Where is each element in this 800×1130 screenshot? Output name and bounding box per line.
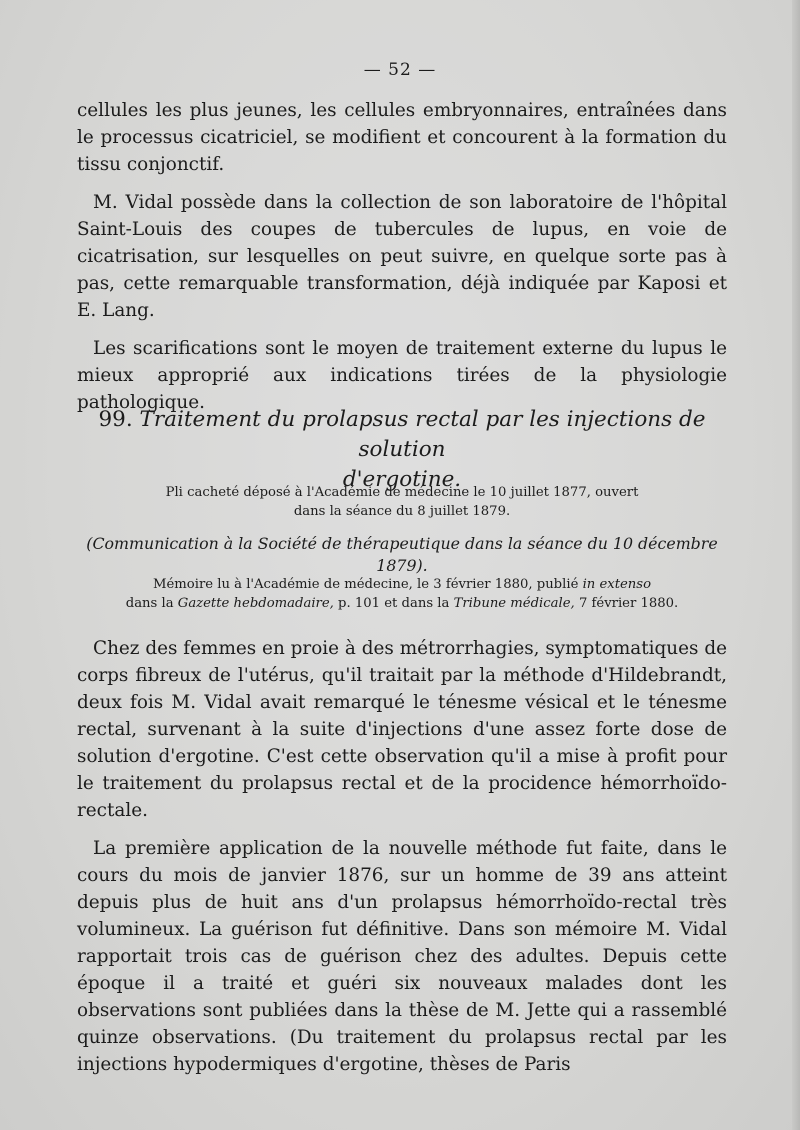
section-title-line-1	[77, 405, 727, 465]
memoire-line1-italic: in extenso	[582, 577, 652, 592]
vidal-paragraph: M. Vidal possède dans la collection de son laboratoire de l'hôpital Saint-Louis des coupes de tubercules de lupus, en voie de cicatrisation, sur lesquelles on peut suivre, en quelque sorte pas à pas, cette remarquable transformation, déjà indiquée par Kaposi et E. Lang.	[77, 192, 727, 321]
application-paragraph: La première application de la nouvelle méthode fut faite, dans le cours du mois de janvier 1876, sur un homme de 39 ans atteint depuis plus de huit ans d'un prolapsus hémorrhoïdo-rectal très volumineux. La guérison fut définitive. Dans son mémoire M. Vidal rapportait trois cas de guérison chez des adultes. Depuis cette époque il a traité et guéri six nouveaux malades dont les observations sont publiées dans la thèse de M. Jette qui a rassemblé quinze observations. (Du traitement du prolapsus rectal par les injections hypodermiques d'ergotine, thèses de Paris	[77, 838, 727, 1075]
section-title-main: Traitement du prolapsus rectal par les injections de solution	[139, 407, 706, 462]
memoire-line2-a: dans la	[125, 596, 178, 611]
communication-line: (Communication à la Société de thérapeutique dans la séance du 10 décembre 1879).	[86, 534, 718, 575]
memoire-line2-c: 7 février 1880.	[574, 596, 679, 611]
memoire-line1-prefix: Mémoire lu à l'Académie de médecine, le 3 février 1880, publié	[152, 577, 583, 592]
pli-note-line-1: Pli cacheté déposé à l'Académie de médecine le 10 juillet 1877, ouvert	[165, 485, 639, 500]
memoire-note	[77, 575, 727, 613]
memoire-note-line-1	[77, 575, 727, 594]
memoire-line2-b: p. 101 et dans la	[333, 596, 454, 611]
section-title-line-2: d'ergotine.	[342, 467, 462, 492]
intro-paragraph: cellules les plus jeunes, les cellules embryonnaires, entraînées dans le processus cicatriciel, se modifient et concourent à la formation du tissu conjonctif.	[77, 100, 727, 175]
top-text-block	[77, 97, 727, 416]
pli-cachete-note	[77, 483, 727, 521]
section-number: 99.	[98, 407, 133, 432]
page-spine-shadow	[792, 0, 800, 1130]
pli-note-line-2: dans la séance du 8 juillet 1879.	[293, 504, 511, 519]
femmes-paragraph: Chez des femmes en proie à des métrorrhagies, symptomatiques de corps fibreux de l'utérus, qu'il traitait par la méthode d'Hildebrandt, deux fois M. Vidal avait remarqué le ténesme vésical et le ténesme rectal, survenant à la suite d'injections d'une assez forte dose de solution d'ergotine. C'est cette observation qu'il a mise à profit pour le traitement du prolapsus rectal et de la procidence hémorrhoïdo-rectale.	[77, 638, 727, 821]
scarification-paragraph: Les scarifications sont le moyen de traitement externe du lupus le mieux approprié aux indications tirées de la physiologie pathologique.	[77, 338, 727, 413]
memoire-note-line-2	[77, 594, 727, 613]
page-number: — 52 —	[363, 60, 437, 80]
bottom-text-block	[77, 635, 727, 1078]
section-heading	[77, 405, 727, 495]
tribune-journal-name: Tribune médicale,	[453, 596, 575, 611]
gazette-journal-name: Gazette hebdomadaire,	[177, 596, 334, 611]
